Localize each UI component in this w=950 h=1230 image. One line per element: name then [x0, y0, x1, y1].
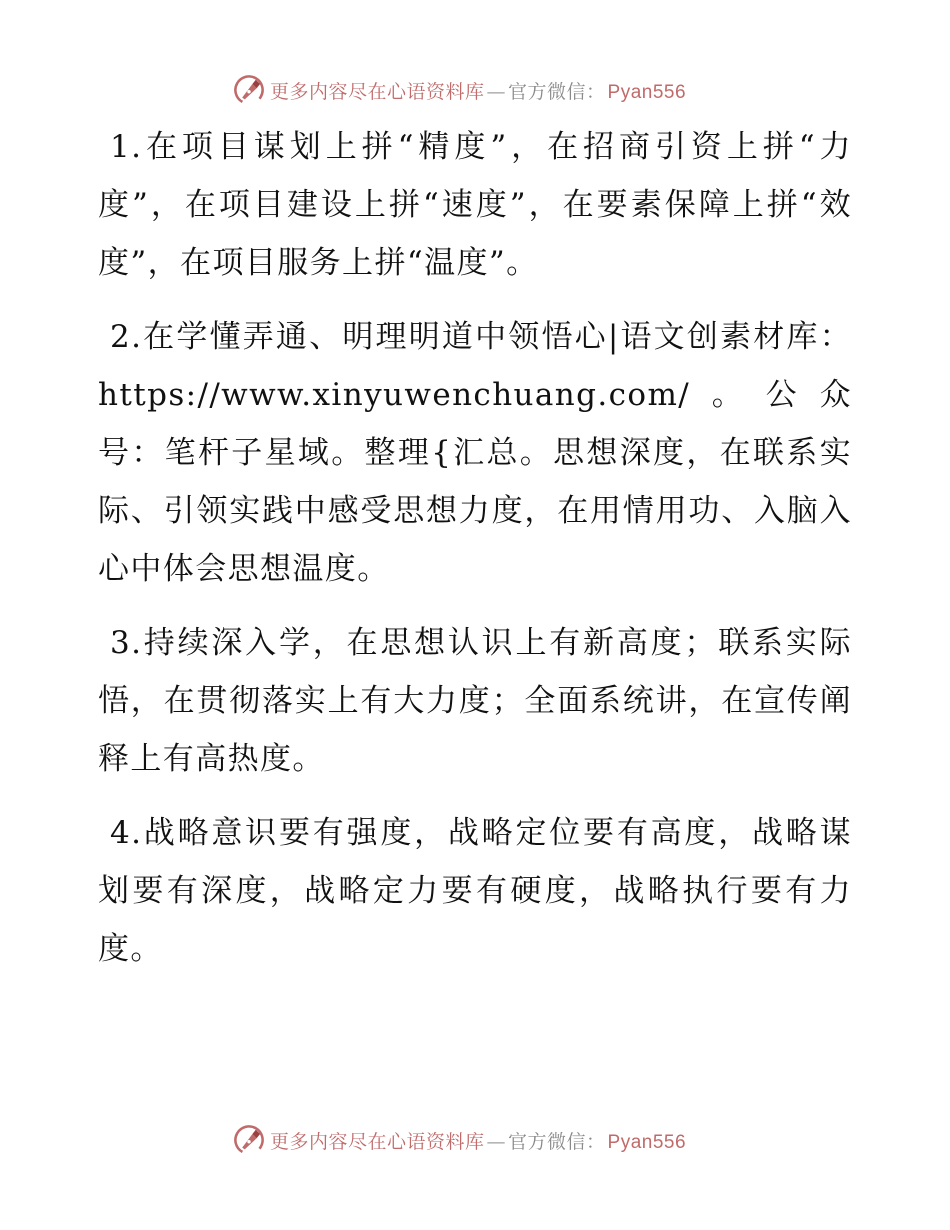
paragraph-4 [98, 804, 852, 978]
footer-banner-main: 更多内容尽在心语资料库 [270, 1130, 485, 1153]
paragraph-1-text: 在项目谋划上拼“精度”，在招商引资上拼“力度”，在项目建设上拼“速度”，在要素保障上拼“效度”，在项目服务上拼“温度”。 [98, 129, 852, 281]
paragraph-2 [98, 308, 852, 598]
header-banner [232, 72, 732, 108]
footer-official-label: 官方微信： [508, 1130, 606, 1153]
paragraph-4-number: 4. [110, 815, 143, 851]
paragraph-2-number: 2. [110, 319, 143, 355]
header-wechat-handle: Pyan556 [607, 81, 687, 103]
header-banner-text [270, 77, 686, 104]
paragraph-1-number: 1. [110, 129, 143, 165]
header-banner-main: 更多内容尽在心语资料库 [270, 80, 485, 103]
paragraph-3-text: 持续深入学，在思想认识上有新高度；联系实际悟，在贯彻落实上有大力度；全面系统讲，在宣传阐释上有高热度。 [98, 625, 852, 777]
paragraph-3 [98, 614, 852, 788]
footer-banner-text [270, 1127, 686, 1154]
paragraph-4-text: 战略意识要有强度，战略定位要有高度，战略谋划要有深度，战略定力要有硬度，战略执行要有力度。 [98, 815, 852, 967]
footer-banner-separator: — [486, 1130, 507, 1153]
pen-nib-logo-icon [232, 73, 266, 107]
footer-banner [232, 1122, 732, 1158]
header-official-label: 官方微信： [508, 80, 606, 103]
footer-wechat-handle: Pyan556 [607, 1131, 687, 1153]
paragraph-2-text: 在学懂弄通、明理明道中领悟心|语文创素材库：https://www.xinyuwenchuang.com/。公众号：笔杆子星域。整理{汇总。思想深度，在联系实际、引领实践中感受思想力度，在用情用功、入脑入心中体会思想温度。 [98, 319, 852, 587]
document-body [98, 118, 852, 994]
pen-nib-logo-icon [232, 1123, 266, 1157]
paragraph-3-number: 3. [110, 625, 143, 661]
header-banner-separator: — [486, 80, 507, 103]
paragraph-1 [98, 118, 852, 292]
